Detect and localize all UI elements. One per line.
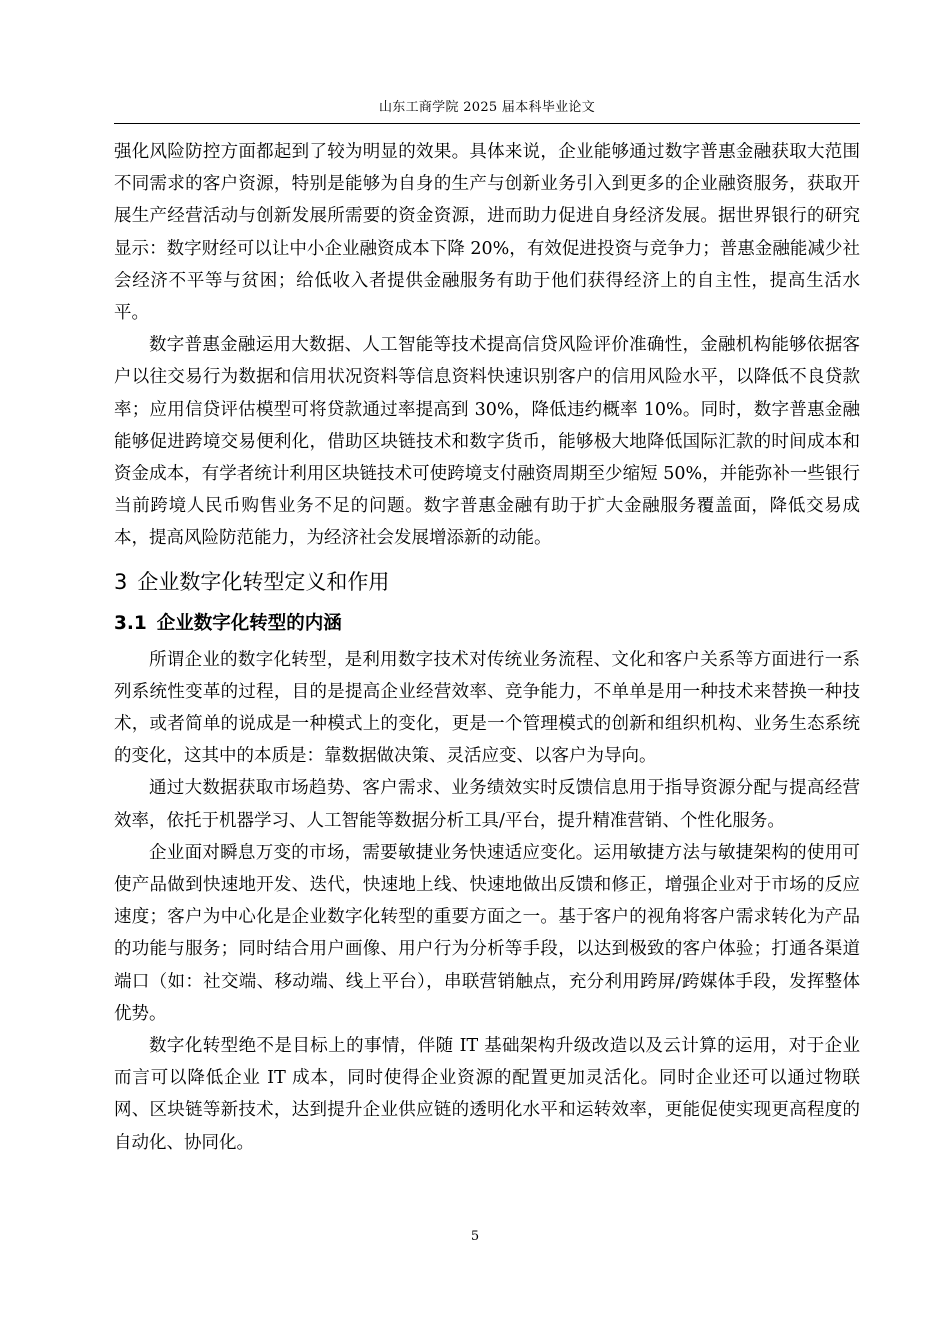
page-number: 5	[470, 1229, 480, 1244]
section-title: 企业数字化转型定义和作用	[137, 569, 390, 594]
running-header	[114, 97, 860, 124]
paragraph: 通过大数据获取市场趋势、客户需求、业务绩效实时反馈信息用于指导资源分配与提高经营效率，依托于机器学习、人工智能等数据分析工具/平台，提升精准营销、个性化服务。	[114, 778, 860, 831]
header-title: 山东工商学院 2025 届本科毕业论文	[378, 100, 596, 115]
paragraph: 数字普惠金融运用大数据、人工智能等技术提高信贷风险评价准确性，金融机构能够依据客户以往交易行为数据和信用状况资料等信息资料快速识别客户的信用风险水平，以降低不良贷款率；应用信贷评估模型可将贷款通过率提高到 30%，降低违约概率 10%。同时，数字普惠金融能够促进跨境交易便利化，借助区块链技术和数字货币，能够极大地降低国际汇款的时间成本和资金成本，有学者统计利用区块链技术可使跨境支付融资周期至少缩短 50%，并能弥补一些银行当前跨境人民币购售业务不足的问题。数字普惠金融有助于扩大金融服务覆盖面，降低交易成本，提高风险防范能力，为经济社会发展增添新的动能。	[114, 335, 860, 549]
paragraph: 数字化转型绝不是目标上的事情，伴随 IT 基础架构升级改造以及云计算的运用，对于企业而言可以降低企业 IT 成本，同时使得企业资源的配置更加灵活化。同时企业还可以通过物联网、区块链等新技术，达到提升企业供应链的透明化水平和运转效率，更能促使实现更高程度的自动化、协同化。	[114, 1036, 860, 1153]
section-heading	[114, 564, 860, 600]
paragraph: 所谓企业的数字化转型，是利用数字技术对传统业务流程、文化和客户关系等方面进行一系列系统性变革的过程，目的是提高企业经营效率、竞争能力，不单单是用一种技术来替换一种技术，或者简单的说成是一种模式上的变化，更是一个管理模式的创新和组织机构、业务生态系统的变化，这其中的本质是：靠数据做决策、灵活应变、以客户为导向。	[114, 649, 860, 767]
subsection-heading	[114, 608, 860, 640]
subsection-number: 3.1	[114, 612, 147, 634]
paragraph-continued: 强化风险防控方面都起到了较为明显的效果。具体来说，企业能够通过数字普惠金融获取大范围不同需求的客户资源，特别是能够为自身的生产与创新业务引入到更多的企业融资服务，获取开展生产经营活动与创新发展所需要的资金资源，进而助力促进自身经济发展。据世界银行的研究显示：数字财经可以让中小企业融资成本下降 20%，有效促进投资与竞争力；普惠金融能减少社会经济不平等与贫困；给低收入者提供金融服务有助于他们获得经济上的自主性，提高生活水平。	[114, 142, 860, 324]
subsection-title: 企业数字化转型的内涵	[156, 612, 342, 634]
section-number: 3	[114, 569, 128, 594]
page-body	[114, 136, 860, 1159]
paragraph: 企业面对瞬息万变的市场，需要敏捷业务快速适应变化。运用敏捷方法与敏捷架构的使用可使产品做到快速地开发、迭代，快速地上线、快速地做出反馈和修正，增强企业对于市场的反应速度；客户为中心化是企业数字化转型的重要方面之一。基于客户的视角将客户需求转化为产品的功能与服务；同时结合用户画像、用户行为分析等手段，以达到极致的客户体验；打通各渠道端口（如：社交端、移动端、线上平台），串联营销触点，充分利用跨屏/跨媒体手段，发挥整体优势。	[114, 842, 860, 1024]
